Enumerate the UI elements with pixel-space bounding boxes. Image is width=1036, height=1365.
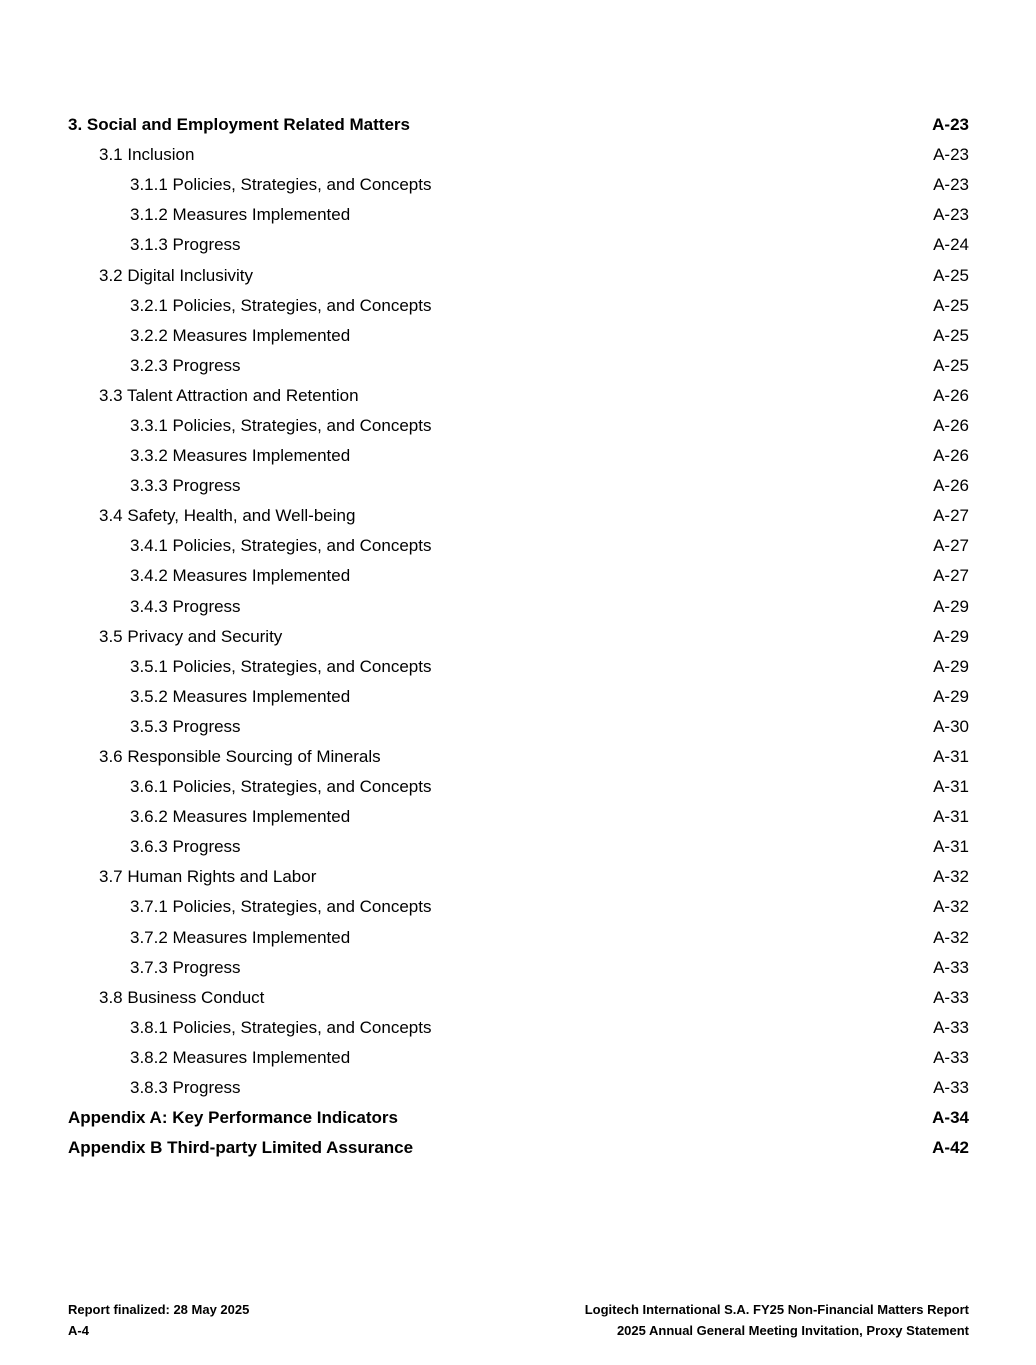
toc-subsubsection-entry[interactable] xyxy=(68,291,969,321)
toc-entry-title: 3.8.1 Policies, Strategies, and Concepts xyxy=(130,1017,432,1037)
toc-subsection-entry[interactable] xyxy=(68,742,969,772)
toc-subsubsection-entry[interactable] xyxy=(68,441,969,471)
toc-entry-title: 3.5.3 Progress xyxy=(130,716,241,736)
toc-subsubsection-entry[interactable] xyxy=(68,652,969,682)
toc-subsection-entry[interactable] xyxy=(68,622,969,652)
toc-section-entry[interactable] xyxy=(68,1103,969,1133)
toc-subsubsection-entry[interactable] xyxy=(68,682,969,712)
toc-entry-page: A-29 xyxy=(933,686,969,706)
toc-entry-title: 3.6.1 Policies, Strategies, and Concepts xyxy=(130,777,432,797)
toc-entry-page: A-42 xyxy=(932,1138,969,1158)
toc-entry-page: A-31 xyxy=(933,747,969,767)
toc-entry-title: 3.3.1 Policies, Strategies, and Concepts xyxy=(130,415,432,435)
toc-entry-page: A-23 xyxy=(932,115,969,135)
toc-entry-page: A-26 xyxy=(933,446,969,466)
toc-entry-page: A-24 xyxy=(933,235,969,255)
toc-entry-page: A-30 xyxy=(933,716,969,736)
toc-entry-page: A-32 xyxy=(933,927,969,947)
toc-entry-title: 3.6.3 Progress xyxy=(130,837,241,857)
toc-entry-page: A-34 xyxy=(932,1108,969,1128)
toc-subsubsection-entry[interactable] xyxy=(68,471,969,501)
toc-entry-page: A-31 xyxy=(933,777,969,797)
toc-entry-page: A-29 xyxy=(933,596,969,616)
toc-entry-title: 3.4 Safety, Health, and Well-being xyxy=(99,506,356,526)
toc-entry-page: A-29 xyxy=(933,626,969,646)
toc-subsubsection-entry[interactable] xyxy=(68,200,969,230)
footer-left xyxy=(68,1299,249,1341)
toc-entry-title: 3.6 Responsible Sourcing of Minerals xyxy=(99,747,381,767)
toc-entry-page: A-27 xyxy=(933,536,969,556)
toc-entry-title: 3.1.3 Progress xyxy=(130,235,241,255)
report-finalized-date: Report finalized: 28 May 2025 xyxy=(68,1302,250,1317)
toc-entry-title: 3.8.2 Measures Implemented xyxy=(130,1047,351,1067)
report-subtitle: 2025 Annual General Meeting Invitation, Proxy Statement xyxy=(616,1323,969,1338)
toc-entry-page: A-31 xyxy=(933,807,969,827)
toc-entry-page: A-33 xyxy=(933,957,969,977)
toc-subsubsection-entry[interactable] xyxy=(68,953,969,983)
toc-entry-page: A-26 xyxy=(933,385,969,405)
toc-entry-page: A-25 xyxy=(933,295,969,315)
toc-subsubsection-entry[interactable] xyxy=(68,1073,969,1103)
toc-entry-page: A-33 xyxy=(933,1047,969,1067)
toc-subsection-entry[interactable] xyxy=(68,381,969,411)
toc-subsubsection-entry[interactable] xyxy=(68,712,969,742)
toc-subsubsection-entry[interactable] xyxy=(68,321,969,351)
toc-entry-title: 3.2 Digital Inclusivity xyxy=(99,265,254,285)
toc-entry-title: 3.5.1 Policies, Strategies, and Concepts xyxy=(130,656,432,676)
toc-subsubsection-entry[interactable] xyxy=(68,772,969,802)
report-title: Logitech International S.A. FY25 Non-Financial Matters Report xyxy=(584,1302,969,1317)
toc-subsubsection-entry[interactable] xyxy=(68,1043,969,1073)
toc-entry-title: 3.3.2 Measures Implemented xyxy=(130,446,351,466)
toc-entry-title: 3.2.1 Policies, Strategies, and Concepts xyxy=(130,295,432,315)
toc-subsubsection-entry[interactable] xyxy=(68,411,969,441)
toc-entry-title: 3.5.2 Measures Implemented xyxy=(130,686,351,706)
toc-entry-page: A-33 xyxy=(933,987,969,1007)
toc-entry-title: 3.5 Privacy and Security xyxy=(99,626,283,646)
toc-entry-title: 3.6.2 Measures Implemented xyxy=(130,807,351,827)
toc-subsection-entry[interactable] xyxy=(68,140,969,170)
toc-subsubsection-entry[interactable] xyxy=(68,892,969,922)
toc-entry-page: A-23 xyxy=(933,145,969,165)
toc-subsubsection-entry[interactable] xyxy=(68,1013,969,1043)
toc-subsubsection-entry[interactable] xyxy=(68,923,969,953)
toc-subsection-entry[interactable] xyxy=(68,501,969,531)
toc-entry-page: A-25 xyxy=(933,355,969,375)
toc-entry-page: A-27 xyxy=(933,506,969,526)
toc-subsubsection-entry[interactable] xyxy=(68,170,969,200)
toc-subsubsection-entry[interactable] xyxy=(68,592,969,622)
toc-entry-page: A-26 xyxy=(933,415,969,435)
toc-subsubsection-entry[interactable] xyxy=(68,351,969,381)
toc-entry-page: A-33 xyxy=(933,1078,969,1098)
toc-entry-title: 3.3 Talent Attraction and Retention xyxy=(99,385,359,405)
toc-subsubsection-entry[interactable] xyxy=(68,832,969,862)
toc-subsubsection-entry[interactable] xyxy=(68,230,969,260)
toc-entry-page: A-32 xyxy=(933,867,969,887)
toc-section-entry[interactable] xyxy=(68,110,969,140)
toc-subsubsection-entry[interactable] xyxy=(68,561,969,591)
toc-section-entry[interactable] xyxy=(68,1133,969,1163)
toc-entry-title: 3.1.2 Measures Implemented xyxy=(130,205,351,225)
table-of-contents xyxy=(68,110,969,1163)
toc-entry-title: 3.1.1 Policies, Strategies, and Concepts xyxy=(130,175,432,195)
toc-entry-title: 3.7.3 Progress xyxy=(130,957,241,977)
toc-entry-title: 3.1 Inclusion xyxy=(99,145,195,165)
toc-subsubsection-entry[interactable] xyxy=(68,802,969,832)
page-number: A-4 xyxy=(68,1323,89,1338)
toc-entry-page: A-23 xyxy=(933,205,969,225)
toc-entry-title: 3.4.2 Measures Implemented xyxy=(130,566,351,586)
toc-entry-title: 3.7.2 Measures Implemented xyxy=(130,927,351,947)
toc-entry-title: 3.4.3 Progress xyxy=(130,596,241,616)
toc-entry-title: 3.3.3 Progress xyxy=(130,476,241,496)
toc-entry-page: A-23 xyxy=(933,175,969,195)
toc-entry-title: 3.7.1 Policies, Strategies, and Concepts xyxy=(130,897,432,917)
toc-entry-page: A-25 xyxy=(933,265,969,285)
toc-subsection-entry[interactable] xyxy=(68,862,969,892)
toc-entry-page: A-27 xyxy=(933,566,969,586)
toc-subsection-entry[interactable] xyxy=(68,983,969,1013)
toc-entry-page: A-26 xyxy=(933,476,969,496)
toc-entry-title: 3.2.3 Progress xyxy=(130,355,241,375)
page-footer xyxy=(68,1299,969,1341)
toc-subsubsection-entry[interactable] xyxy=(68,531,969,561)
toc-entry-page: A-33 xyxy=(933,1017,969,1037)
toc-subsection-entry[interactable] xyxy=(68,260,969,290)
footer-right xyxy=(585,1299,969,1341)
toc-entry-page: A-32 xyxy=(933,897,969,917)
toc-entry-page: A-31 xyxy=(933,837,969,857)
toc-entry-title: 3.7 Human Rights and Labor xyxy=(99,867,317,887)
toc-entry-page: A-25 xyxy=(933,325,969,345)
toc-entry-title: 3.8 Business Conduct xyxy=(99,987,265,1007)
toc-entry-title: Appendix B Third-party Limited Assurance xyxy=(68,1138,414,1158)
toc-entry-title: 3.2.2 Measures Implemented xyxy=(130,325,351,345)
toc-entry-page: A-29 xyxy=(933,656,969,676)
toc-entry-title: 3.4.1 Policies, Strategies, and Concepts xyxy=(130,536,432,556)
toc-entry-title: Appendix A: Key Performance Indicators xyxy=(68,1108,399,1128)
toc-entry-title: 3.8.3 Progress xyxy=(130,1078,241,1098)
toc-entry-title: 3. Social and Employment Related Matters xyxy=(68,115,410,135)
